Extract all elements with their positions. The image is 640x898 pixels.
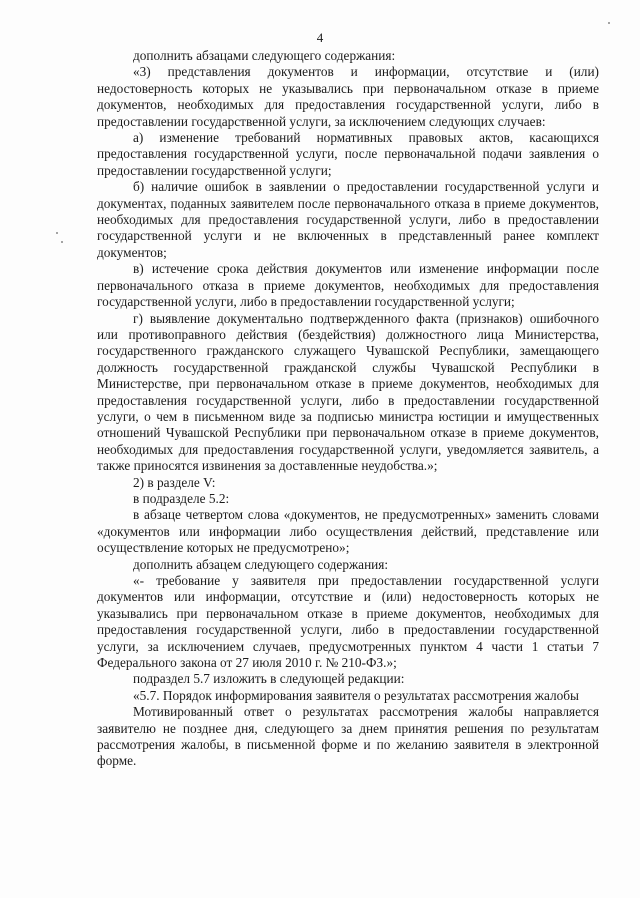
paragraph-intro: дополнить абзацами следующего содержания: [133,48,396,63]
paragraph-replace-words: в абзаце четвертом слова «документов, не предусмотренных» заменить словами «документов или информации либо осуществления действий, представление или осуществление которых не предусмотрено»; [97,507,599,556]
paragraph-item-3: «3) представления документов и информации, отсутствие и (или) недостоверность которых не указывались при первоначальном отказе в приеме документов, необходимых для предоставления государственной услуги, либо в предоставлении государственной услуги, за исключением следующих случаев: [97,64,599,129]
paragraph-5-7-title: «5.7. Порядок информирования заявителя о результатах рассмотрения жалобы [133,687,579,703]
page-number: 4 [316,30,324,45]
paragraph-section-v: 2) в разделе V: [133,474,216,490]
paragraph-case-g: г) выявление документально подтвержденного факта (признаков) ошибочного или противоправного действия (бездействия) должностного лица Министерства, государственного гражданского служащего Чувашской Республики, замещающего должность государственной гражданской службы Чувашской Республики в Министерстве, при первоначальном отказе в приеме документов, необходимых для предоставления государственной услуги, либо в предоставлении государственной услуги, о чем в письменном виде за подписью министра юстиции и имущественных отношений Чувашской Республики при первоначальном отказе в приеме документов, необходимых для предоставления государственной услуги, уведомляется заявитель, а также приносятся извинения за доставленные неудобства.»; [97,310,599,474]
document-body [97,48,599,770]
paragraph-subsection-5-7: подраздел 5.7 изложить в следующей редакции: [133,671,405,687]
paragraph-reasoned-answer: Мотивированный ответ о результатах рассмотрения жалобы направляется заявителю не позднее дня, следующего за днем принятия решения по результатам рассмотрения жалобы, в письменной форме и по желанию заявителя в электронной форме. [97,704,599,769]
paragraph-subsection-5-2: в подразделе 5.2: [133,490,230,506]
paragraph-case-v: в) истечение срока действия документов или изменение информации после первоначального отказа в приеме документов, необходимых для предоставления государственной услуги, либо в предоставлении государственной услуги; [97,261,599,310]
paragraph-requirement: «- требование у заявителя при предоставлении государственной услуги документов или информации, отсутствие и (или) недостоверность которых не указывались при первоначальном отказе в приеме документов, необходимых для предоставления государственной услуги, либо в предоставлении государственной услуги, за исключением случаев, предусмотренных пунктом 4 части 1 статьи 7 Федерального закона от 27 июля 2010 г. № 210-ФЗ.»; [97,573,599,671]
paragraph-case-a: а) изменение требований нормативных правовых актов, касающихся предоставления государственной услуги, после первоначальной подачи заявления о предоставлении государственной услуги; [97,130,599,178]
scan-speck [56,232,58,234]
paragraph-add-abzac: дополнить абзацем следующего содержания: [133,556,389,572]
paragraph-case-b: б) наличие ошибок в заявлении о предоставлении государственной услуги и документах, поданных заявителем после первоначального отказа в приеме документов, необходимых для предоставления государственной услуги, либо в предоставлении государственной услуги и не включенных в представленный ранее комплект документов; [97,179,599,260]
scan-speck [61,241,63,243]
scan-speck [608,22,610,24]
